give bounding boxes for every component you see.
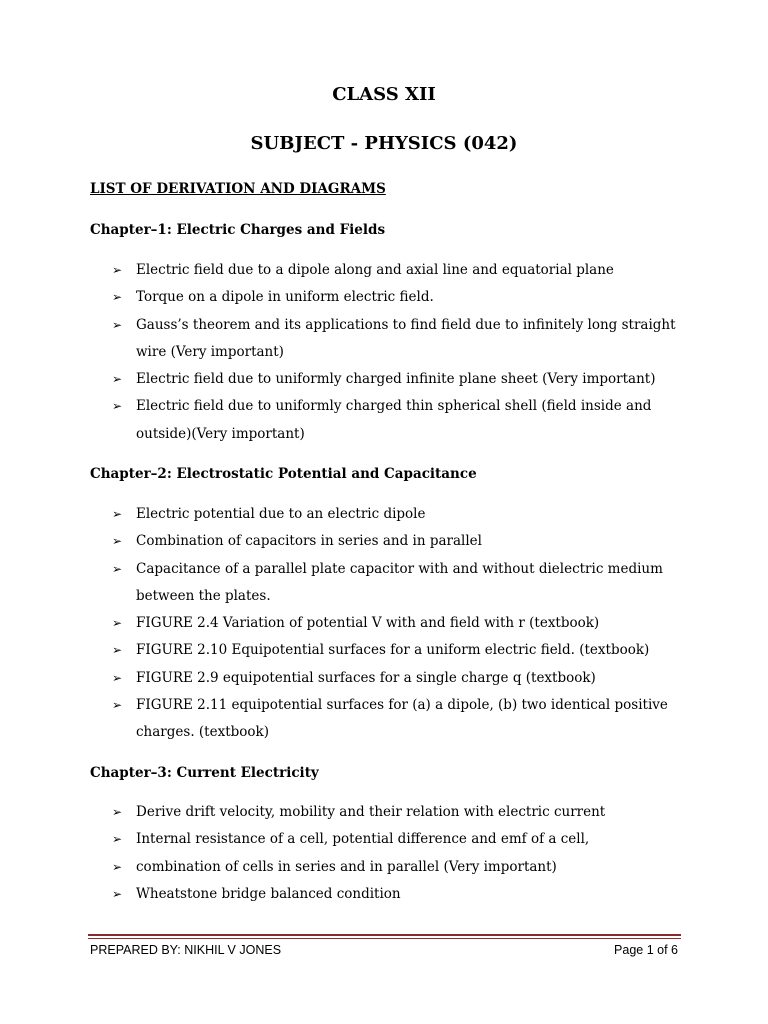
list-item-text: Derive drift velocity, mobility and their relation with electric current <box>136 804 606 820</box>
arrow-bullet-icon: ➢ <box>112 561 123 576</box>
arrow-bullet-icon: ➢ <box>112 698 123 713</box>
list-item <box>112 257 682 284</box>
list-item <box>112 556 682 611</box>
list-item <box>112 528 682 555</box>
list-item <box>112 854 682 881</box>
list-item-text: Gauss’s theorem and its applications to find field due to infinitely long straight wire (Very important) <box>136 316 676 360</box>
list-item-text: FIGURE 2.11 equipotential surfaces for (a) a dipole, (b) two identical positive charges. (textbook) <box>136 697 668 741</box>
arrow-bullet-icon: ➢ <box>112 616 123 631</box>
list-item-text: Wheatstone bridge balanced condition <box>136 885 401 902</box>
chapter-3-list <box>112 799 682 908</box>
list-item <box>112 665 682 692</box>
chapter-2-list <box>112 501 682 747</box>
chapter-1-heading: Chapter–1: Electric Charges and Fields <box>90 222 386 238</box>
arrow-bullet-icon: ➢ <box>112 507 123 521</box>
list-item-text: Combination of capacitors in series and in parallel <box>136 533 482 550</box>
chapter-3-heading: Chapter–3: Current Electricity <box>90 765 319 781</box>
list-item-text: Electric field due to a dipole along and axial line and equatorial plane <box>136 262 614 278</box>
footer-divider <box>88 938 681 939</box>
list-item <box>112 501 682 528</box>
list-item-text: Electric field due to uniformly charged thin spherical shell (field inside and outside)(Very important) <box>136 398 652 442</box>
arrow-bullet-icon: ➢ <box>112 263 123 277</box>
list-item-text: Internal resistance of a cell, potential difference and emf of a cell, <box>136 831 590 848</box>
list-item-text: combination of cells in series and in parallel (Very important) <box>136 858 557 875</box>
list-item <box>112 393 682 448</box>
class-title: CLASS XII <box>332 84 436 105</box>
list-item <box>112 799 682 826</box>
arrow-bullet-icon: ➢ <box>112 372 123 387</box>
chapter-2-heading: Chapter–2: Electrostatic Potential and Capacitance <box>90 466 477 482</box>
arrow-bullet-icon: ➢ <box>112 643 123 658</box>
arrow-bullet-icon: ➢ <box>112 399 123 414</box>
list-item-text: FIGURE 2.10 Equipotential surfaces for a uniform electric field. (textbook) <box>136 642 650 659</box>
arrow-bullet-icon: ➢ <box>112 534 123 549</box>
subject-title: SUBJECT - PHYSICS (042) <box>250 133 518 154</box>
arrow-bullet-icon: ➢ <box>112 886 123 901</box>
list-item-text: FIGURE 2.9 equipotential surfaces for a single charge q (textbook) <box>136 669 596 686</box>
list-item <box>112 692 682 747</box>
chapter-1-list <box>112 257 682 448</box>
arrow-bullet-icon: ➢ <box>112 670 123 685</box>
list-item-text: Electric potential due to an electric dipole <box>136 506 426 522</box>
list-item <box>112 366 682 393</box>
arrow-bullet-icon: ➢ <box>112 805 123 819</box>
list-heading: LIST OF DERIVATION AND DIAGRAMS <box>90 181 386 197</box>
prepared-by: PREPARED BY: NIKHIL V JONES <box>90 943 282 957</box>
list-item-text: Capacitance of a parallel plate capacitor with and without dielectric medium between the plates. <box>136 560 663 604</box>
list-item-text: FIGURE 2.4 Variation of potential V with and field with r (textbook) <box>136 615 600 632</box>
list-item <box>112 284 682 311</box>
arrow-bullet-icon: ➢ <box>112 317 123 332</box>
arrow-bullet-icon: ➢ <box>112 832 123 847</box>
list-item <box>112 610 682 637</box>
list-item <box>112 637 682 664</box>
list-item <box>112 826 682 853</box>
list-item-text: Electric field due to uniformly charged infinite plane sheet (Very important) <box>136 371 656 388</box>
list-item <box>112 881 682 908</box>
list-item <box>112 312 682 367</box>
arrow-bullet-icon: ➢ <box>112 290 123 305</box>
arrow-bullet-icon: ➢ <box>112 859 123 874</box>
footer-divider <box>88 934 681 936</box>
list-item-text: Torque on a dipole in uniform electric field. <box>136 289 434 306</box>
page-number: Page 1 of 6 <box>614 943 678 957</box>
